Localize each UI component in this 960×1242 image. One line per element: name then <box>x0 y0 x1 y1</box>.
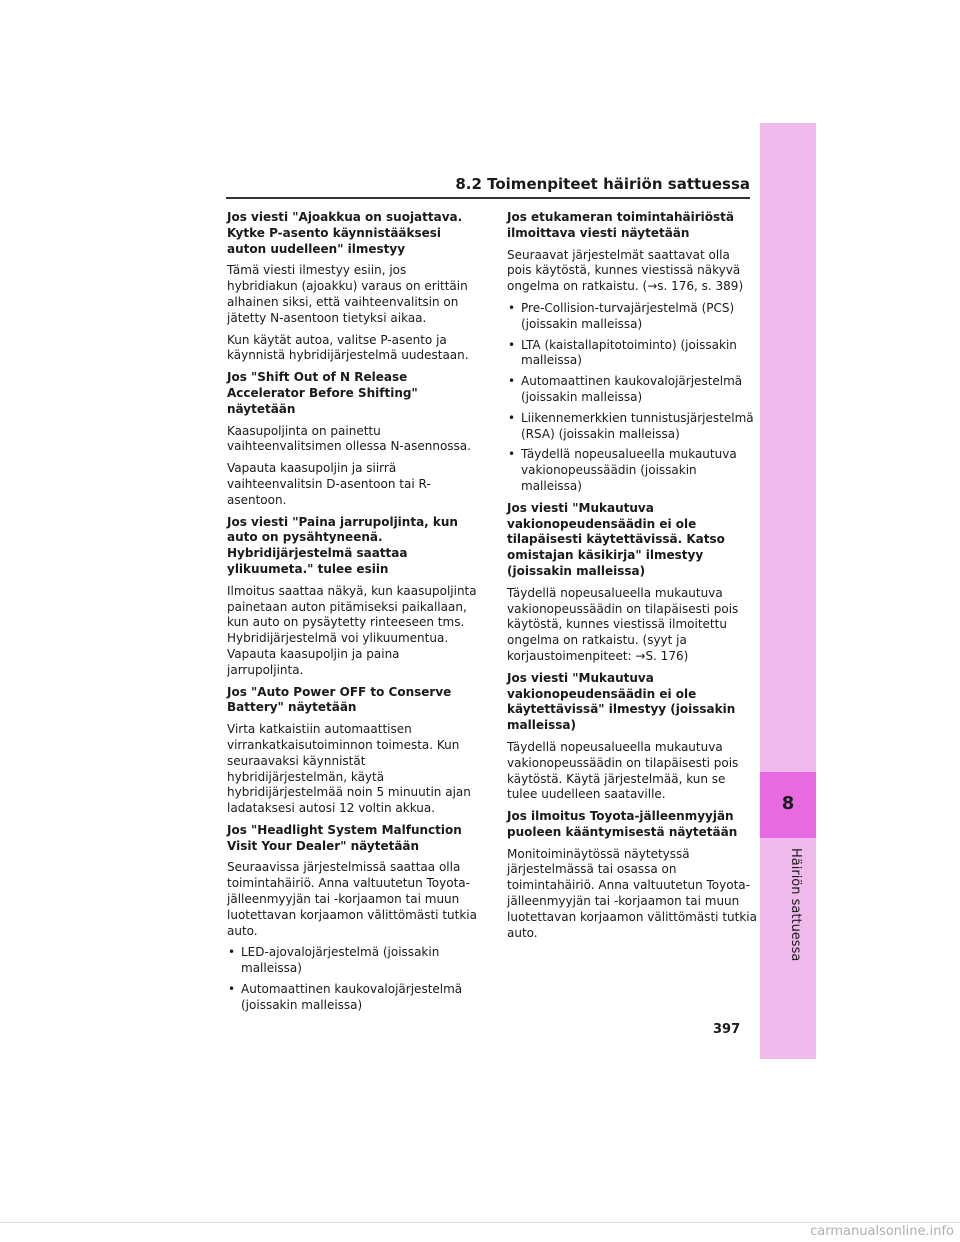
body-paragraph: Seuraavissa järjestelmissä saattaa olla toimintahäiriö. Anna valtuutetun Toyota-jälleenmyyjän tai -korjaamon tai muun luotettavan korjaamon välittömästi tutkia auto. <box>227 860 477 938</box>
section-heading: Jos viesti "Paina jarrupoljinta, kun auto on pysähtyneenä. Hybridijärjestelmä saattaa ylikuumeta." tulee esiin <box>227 514 458 576</box>
bullet-item: • LTA (kaistallapitotoiminto) (joissakin malleissa) <box>507 338 757 370</box>
section-heading: Jos viesti "Ajoakkua on suojattava. Kytke P-asento käynnistääksesi auton uudelleen" ilmestyy <box>227 210 463 256</box>
bullet-item: • Täydellä nopeusalueella mukautuva vakionopeussäädin (joissakin malleissa) <box>507 447 757 494</box>
left-column <box>227 210 477 1020</box>
body-paragraph: Monitoiminäytössä näytetyssä järjestelmässä tai osassa on toimintahäiriö. Anna valtuutetun Toyota-jälleenmyyjän tai -korjaamon tai muun luotettavan korjaamon välittömästi tutkia auto. <box>507 846 757 940</box>
body-paragraph: Ilmoitus saattaa näkyä, kun kaasupoljinta painetaan auton pitämiseksi paikallaan, kun auto on pysäytetty rinteeseen tms. Hybridijärjestelmä voi ylikuumentua. Vapauta kaasupoljin ja paina jarrupoljinta. <box>227 583 477 677</box>
body-paragraph: Täydellä nopeusalueella mukautuva vakionopeussäädin on tilapäisesti pois käytöstä, kunnes viestissä ilmoitettu ongelma on ratkaistu. (syyt ja korjaustoimenpiteet: →S. 176) <box>507 585 739 663</box>
page-number: 397 <box>713 1022 741 1037</box>
footer-divider <box>0 1222 960 1223</box>
watermark: carmanualsonline.info <box>810 1224 954 1239</box>
bullet-item: • Liikennemerkkien tunnistusjärjestelmä (RSA) (joissakin malleissa) <box>507 411 757 443</box>
bullet-item: • Automaattinen kaukovalojärjestelmä (joissakin malleissa) <box>507 374 757 406</box>
section-header-title: 8.2 Toimenpiteet häiriön sattuessa <box>455 175 750 193</box>
section-heading: Jos "Auto Power OFF to Conserve Battery" näytetään <box>227 684 452 715</box>
body-paragraph: Seuraavat järjestelmät saattavat olla pois käytöstä, kunnes viestissä näkyvä ongelma on ratkaistu. (→s. 176, s. 389) <box>507 247 744 294</box>
bullet-list <box>507 301 757 495</box>
section-heading: Jos "Shift Out of N Release Accelerator Before Shifting" näytetään <box>227 370 418 416</box>
right-column <box>507 210 757 947</box>
section-heading: Jos "Headlight System Malfunction Visit Your Dealer" näytetään <box>227 822 462 853</box>
chapter-number: 8 <box>781 793 795 814</box>
body-paragraph: Täydellä nopeusalueella mukautuva vakionopeussäädin on tilapäisesti pois käytöstä. Käytä järjestelmää, kun se tulee uudelleen saataville. <box>507 739 739 802</box>
section-heading: Jos ilmoitus Toyota-jälleenmyyjän puoleen kääntymisestä näytetään <box>507 809 738 839</box>
body-paragraph: Vapauta kaasupoljin ja siirrä vaihteenvalitsin D-asentoon tai R-asentoon. <box>227 461 431 507</box>
bullet-item: • Automaattinen kaukovalojärjestelmä (joissakin malleissa) <box>227 982 477 1014</box>
body-paragraph: Kun käytät autoa, valitse P-asento ja käynnistä hybridijärjestelmä uudestaan. <box>227 332 469 363</box>
body-paragraph: Virta katkaistiin automaattisen virrankatkaisutoiminnon toimesta. Kun seuraavaksi käynnistät hybridijärjestelmän, käytä hybridijärjestelmää noin 5 minuutin ajan ladataksesi autosi 12 voltin akkua. <box>227 722 471 816</box>
body-paragraph: Kaasupoljinta on painettu vaihteenvalitsimen ollessa N-asennossa. <box>227 423 471 454</box>
bullet-item: • Pre-Collision-turvajärjestelmä (PCS) (joissakin malleissa) <box>507 301 757 333</box>
section-heading: Jos etukameran toimintahäiriöstä ilmoittava viesti näytetään <box>507 210 734 240</box>
header-rule <box>226 197 750 199</box>
bullet-item: • LED-ajovalojärjestelmä (joissakin malleissa) <box>227 945 477 977</box>
bullet-list <box>227 945 477 1013</box>
section-heading: Jos viesti "Mukautuva vakionopeudensäädin ei ole käytettävissä" ilmestyy (joissakin malleissa) <box>507 670 736 733</box>
body-paragraph: Tämä viesti ilmestyy esiin, jos hybridiakun (ajoakku) varaus on erittäin alhainen siksi, että vaihteenvalitsin on jätetty N-asentoon tietyksi aikaa. <box>227 263 468 325</box>
chapter-title-vertical: Häiriön sattuessa <box>788 848 803 962</box>
section-heading: Jos viesti "Mukautuva vakionopeudensäädin ei ole tilapäisesti käytettävissä. Katso omistajan käsikirja" ilmestyy (joissakin malleissa) <box>507 500 725 578</box>
